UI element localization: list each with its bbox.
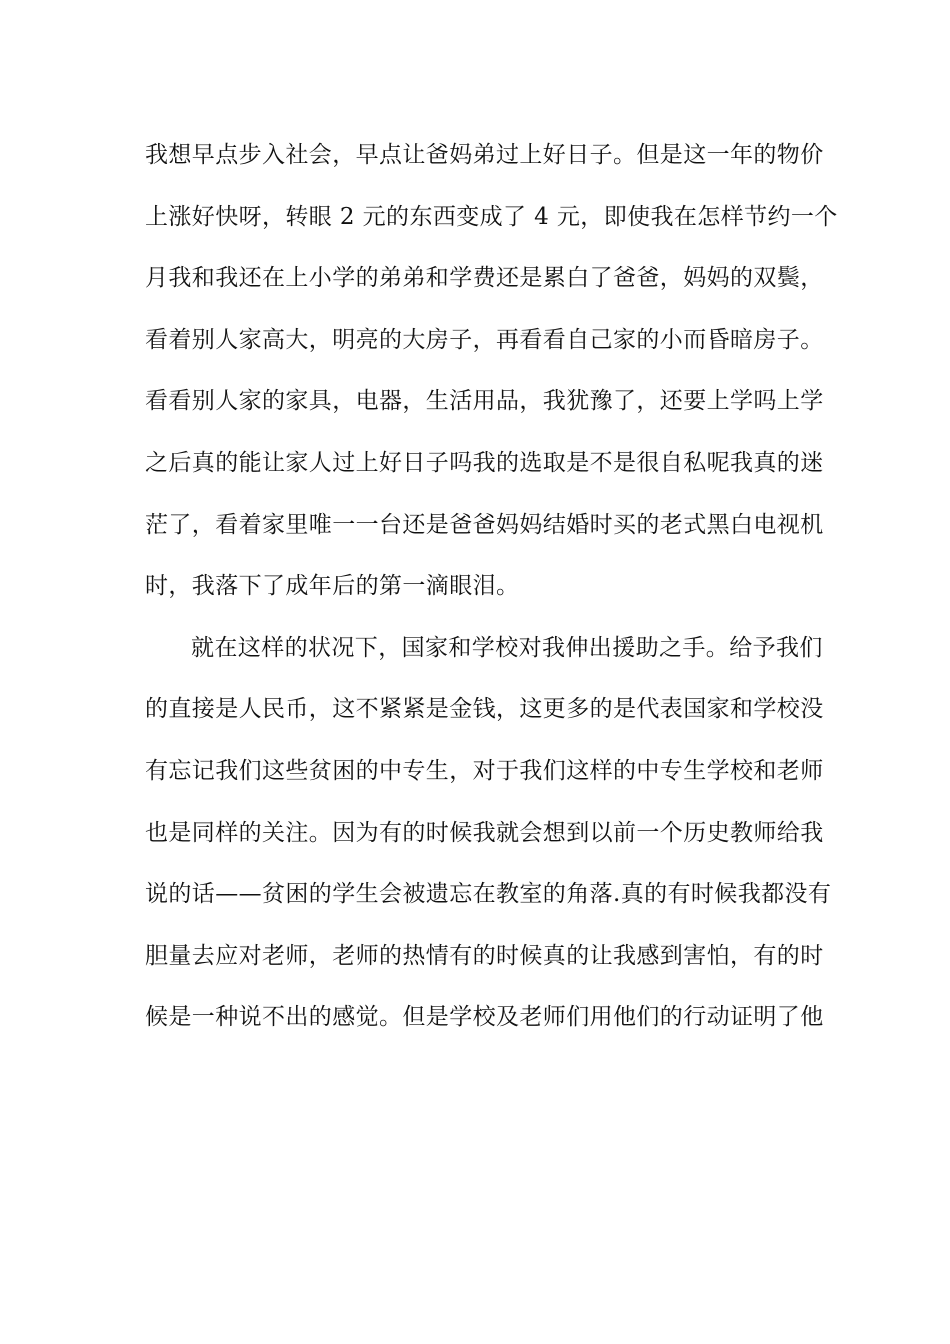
text-line: 看看别人家的家具，电器，生活用品，我犹豫了，还要上学吗上学 [145,388,824,415]
text-line: 时，我落下了成年后的第一滴眼泪。 [145,573,520,600]
text-line: 候是一种说不出的感觉。但是学校及老师们用他们的行动证明了他 [145,1004,824,1031]
text-line: 茫了，看着家里唯一一台还是爸爸妈妈结婚时买的老式黑白电视机 [145,511,824,538]
text-line: 上涨好快呀，转眼 2 元的东西变成了 4 元，即使我在怎样节约一个 [145,203,838,230]
text-line: 胆量去应对老师，老师的热情有的时候真的让我感到害怕，有的时 [145,942,824,969]
text-line: 也是同样的关注。因为有的时候我就会想到以前一个历史教师给我 [145,819,824,846]
text-line: 之后真的能让家人过上好日子吗我的选取是不是很自私呢我真的迷 [145,449,824,476]
paragraph-first-line: 就在这样的状况下，国家和学校对我伸出援助之手。给予我们 [191,634,823,661]
body-text [145,125,838,1049]
text-line: 月我和我还在上小学的弟弟和学费还是累白了爸爸，妈妈的双鬓， [145,265,824,292]
text-line: 看着别人家高大，明亮的大房子，再看看自己家的小而昏暗房子。 [145,326,824,353]
text-line: 我想早点步入社会，早点让爸妈弟过上好日子。但是这一年的物价 [145,142,824,168]
text-line: 说的话——贫困的学生会被遗忘在教室的角落.真的有时候我都没有 [145,881,832,908]
text-line: 有忘记我们这些贫困的中专生，对于我们这样的中专生学校和老师 [145,757,824,784]
text-line: 的直接是人民币，这不紧紧是金钱，这更多的是代表国家和学校没 [145,696,824,723]
